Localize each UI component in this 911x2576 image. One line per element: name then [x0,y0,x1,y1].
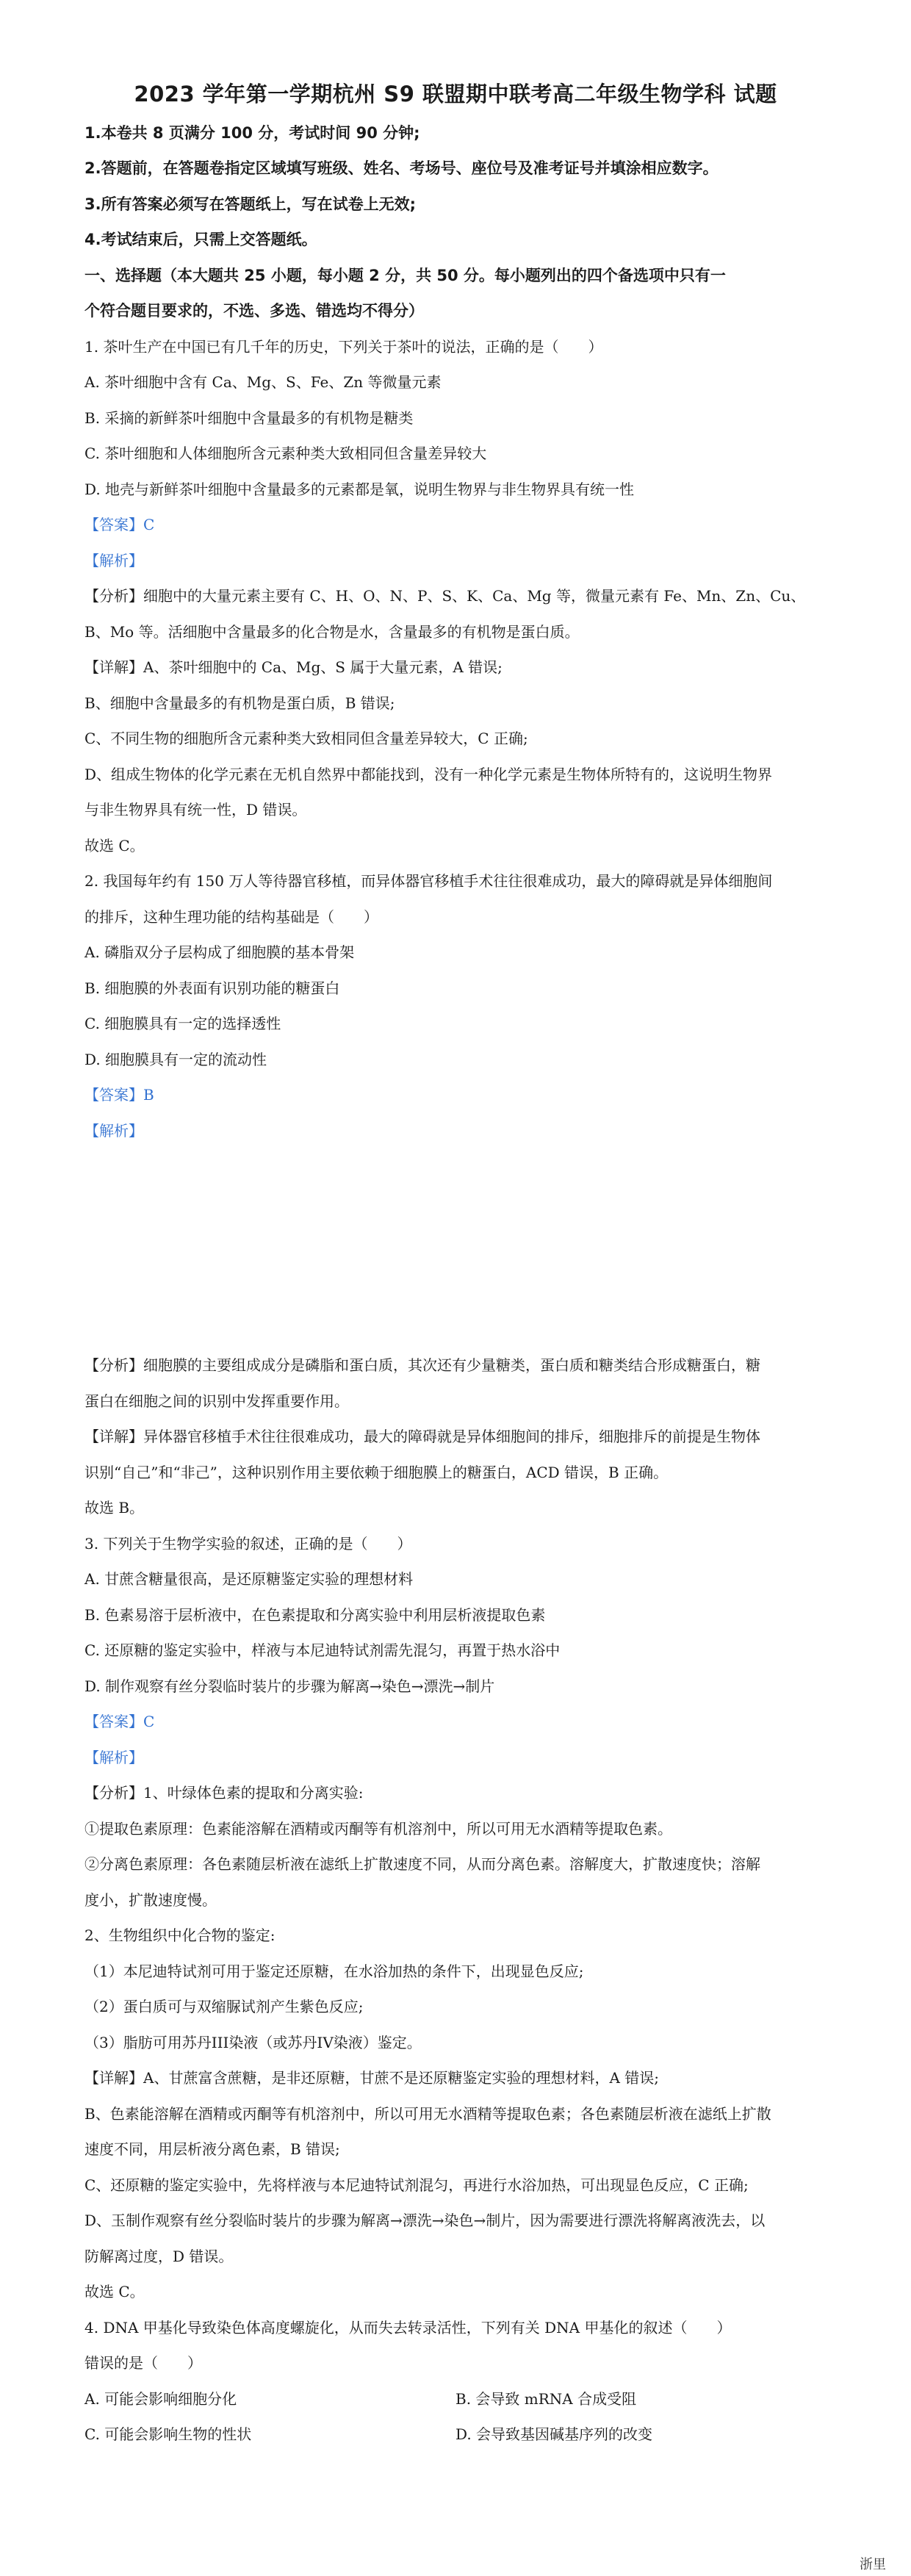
q3-fenxi-4: 度小，扩散速度慢。 [84,1891,217,1909]
q2-option-b: B. 细胞膜的外表面有识别功能的糖蛋白 [84,979,340,997]
q2-stem-1: 2. 我国每年约有 150 万人等待器官移植，而异体器官移植手术往往很难成功，最大的障碍就是异体细胞间 [84,872,773,890]
q3-conclusion: 故选 C。 [84,2283,145,2300]
q1-fenxi-1: 【分析】细胞中的大量元素主要有 C、H、O、N、P、S、K、Ca、Mg 等，微量元素有 Fe、Mn、Zn、Cu、 [84,587,806,605]
q2-conclusion: 故选 B。 [84,1499,145,1517]
q3-detail-4: C、还原糖的鉴定实验中，先将样液与本尼迪特试剂混匀，再进行水浴加热，可出现显色反应，C 正确; [84,2176,749,2194]
q2-detail-2: 识别“自己”和“非己”，这种识别作用主要依赖于细胞膜上的糖蛋白，ACD 错误，B 正确。 [84,1464,669,1481]
q1-conclusion: 故选 C。 [84,837,145,855]
q1-option-d: D. 地壳与新鲜茶叶细胞中含量最多的元素都是氧，说明生物界与非生物界具有统一性 [84,481,635,498]
q1-detail-3: C、不同生物的细胞所含元素种类大致相同但含量差异较大，C 正确; [84,730,528,747]
q3-detail-6: 防解离过度，D 错误。 [84,2248,234,2265]
q3-detail-2: B、色素能溶解在酒精或丙酮等有机溶剂中，所以可用无水酒精等提取色素；各色素随层析液在滤纸上扩散 [84,2105,771,2123]
q4-option-b: B. 会导致 mRNA 合成受阻 [455,2390,637,2408]
q3-fenxi-6: （1）本尼迪特试剂可用于鉴定还原糖，在水浴加热的条件下，出现显色反应; [84,1962,584,1980]
q3-stem: 3. 下列关于生物学实验的叙述，正确的是（ ） [84,1535,412,1553]
q1-detail-2: B、细胞中含量最多的有机物是蛋白质，B 错误; [84,694,395,712]
q3-analysis-label: 【解析】 [84,1749,143,1766]
note-3: 3.所有答案必须写在答题纸上，写在试卷上无效; [84,195,416,213]
q3-fenxi-8: （3）脂肪可用苏丹III染液（或苏丹IV染液）鉴定。 [84,2034,422,2051]
q2-option-d: D. 细胞膜具有一定的流动性 [84,1051,267,1068]
section-heading-line-2: 个符合题目要求的，不选、多选、错选均不得分） [84,302,424,320]
q1-detail-1: 【详解】A、茶叶细胞中的 Ca、Mg、S 属于大量元素，A 错误; [84,658,503,676]
q4-option-d: D. 会导致基因碱基序列的改变 [455,2425,653,2443]
q3-option-a: A. 甘蔗含糖量很高，是还原糖鉴定实验的理想材料 [84,1570,414,1588]
q1-detail-4: D、组成生物体的化学元素在无机自然界中都能找到，没有一种化学元素是生物体所特有的，这说明生物界 [84,766,773,783]
note-1: 1.本卷共 8 页满分 100 分，考试时间 90 分钟; [84,124,420,142]
q2-option-a: A. 磷脂双分子层构成了细胞膜的基本骨架 [84,943,355,961]
q3-option-b: B. 色素易溶于层析液中，在色素提取和分离实验中利用层析液提取色素 [84,1606,546,1624]
q4-option-a: A. 可能会影响细胞分化 [84,2390,237,2408]
q3-detail-1: 【详解】A、甘蔗富含蔗糖，是非还原糖，甘蔗不是还原糖鉴定实验的理想材料，A 错误; [84,2069,659,2087]
q2-analysis-label: 【解析】 [84,1122,143,1140]
q1-detail-5: 与非生物界具有统一性，D 错误。 [84,801,307,819]
q3-option-c: C. 还原糖的鉴定实验中，样液与本尼迪特试剂需先混匀，再置于热水浴中 [84,1641,561,1659]
q1-analysis-label: 【解析】 [84,552,143,569]
q1-fenxi-2: B、Mo 等。活细胞中含量最多的化合物是水，含量最多的有机物是蛋白质。 [84,623,580,641]
q2-fenxi-2: 蛋白在细胞之间的识别中发挥重要作用。 [84,1392,349,1410]
q3-fenxi-7: （2）蛋白质可与双缩脲试剂产生紫色反应; [84,1998,364,2015]
q1-stem: 1. 茶叶生产在中国已有几千年的历史，下列关于茶叶的说法，正确的是（ ） [84,338,603,356]
page-footer-watermark: 浙里 [860,2557,886,2572]
q1-option-c: C. 茶叶细胞和人体细胞所含元素种类大致相同但含量差异较大 [84,445,487,462]
exam-title: 2023 学年第一学期杭州 S9 联盟期中联考高二年级生物学科 试题 [134,82,777,107]
q2-fenxi-1: 【分析】细胞膜的主要组成成分是磷脂和蛋白质，其次还有少量糖类，蛋白质和糖类结合形成糖蛋白，糖 [84,1356,760,1374]
note-4: 4.考试结束后，只需上交答题纸。 [84,231,317,248]
q1-option-a: A. 茶叶细胞中含有 Ca、Mg、S、Fe、Zn 等微量元素 [84,373,442,391]
q3-option-d: D. 制作观察有丝分裂临时装片的步骤为解离→染色→漂洗→制片 [84,1677,495,1695]
q1-option-b: B. 采摘的新鲜茶叶细胞中含量最多的有机物是糖类 [84,409,414,427]
q3-fenxi-2: ①提取色素原理：色素能溶解在酒精或丙酮等有机溶剂中，所以可用无水酒精等提取色素。 [84,1820,672,1838]
q3-detail-5: D、玉制作观察有丝分裂临时装片的步骤为解离→漂洗→染色→制片，因为需要进行漂洗将解离液洗去，以 [84,2212,766,2229]
q4-stem-2: 错误的是（ ） [84,2354,202,2372]
q1-answer: 【答案】C [84,516,155,533]
q3-fenxi-1: 【分析】1、叶绿体色素的提取和分离实验: [84,1784,364,1802]
note-2: 2.答题前，在答题卷指定区域填写班级、姓名、考场号、座位号及准考证号并填涂相应数字。 [84,159,719,177]
q3-fenxi-3: ②分离色素原理：各色素随层析液在滤纸上扩散速度不同，从而分离色素。溶解度大，扩散速度快；溶解 [84,1855,760,1873]
q2-stem-2: 的排斥，这种生理功能的结构基础是（ ） [84,908,378,926]
section-heading-line-1: 一、选择题（本大题共 25 小题，每小题 2 分，共 50 分。每小题列出的四个备选项中只有一 [84,267,726,284]
q2-answer: 【答案】B [84,1086,154,1104]
q4-stem-1: 4. DNA 甲基化导致染色体高度螺旋化，从而失去转录活性，下列有关 DNA 甲基化的叙述（ ） [84,2319,732,2336]
q3-detail-3: 速度不同，用层析液分离色素，B 错误; [84,2140,340,2158]
q3-answer: 【答案】C [84,1713,155,1730]
q2-option-c: C. 细胞膜具有一定的选择透性 [84,1015,281,1032]
q4-option-c: C. 可能会影响生物的性状 [84,2425,252,2443]
q2-detail-1: 【详解】异体器官移植手术往往很难成功，最大的障碍就是异体细胞间的排斥，细胞排斥的前提是生物体 [84,1428,760,1445]
q3-fenxi-5: 2、生物组织中化合物的鉴定: [84,1926,276,1944]
